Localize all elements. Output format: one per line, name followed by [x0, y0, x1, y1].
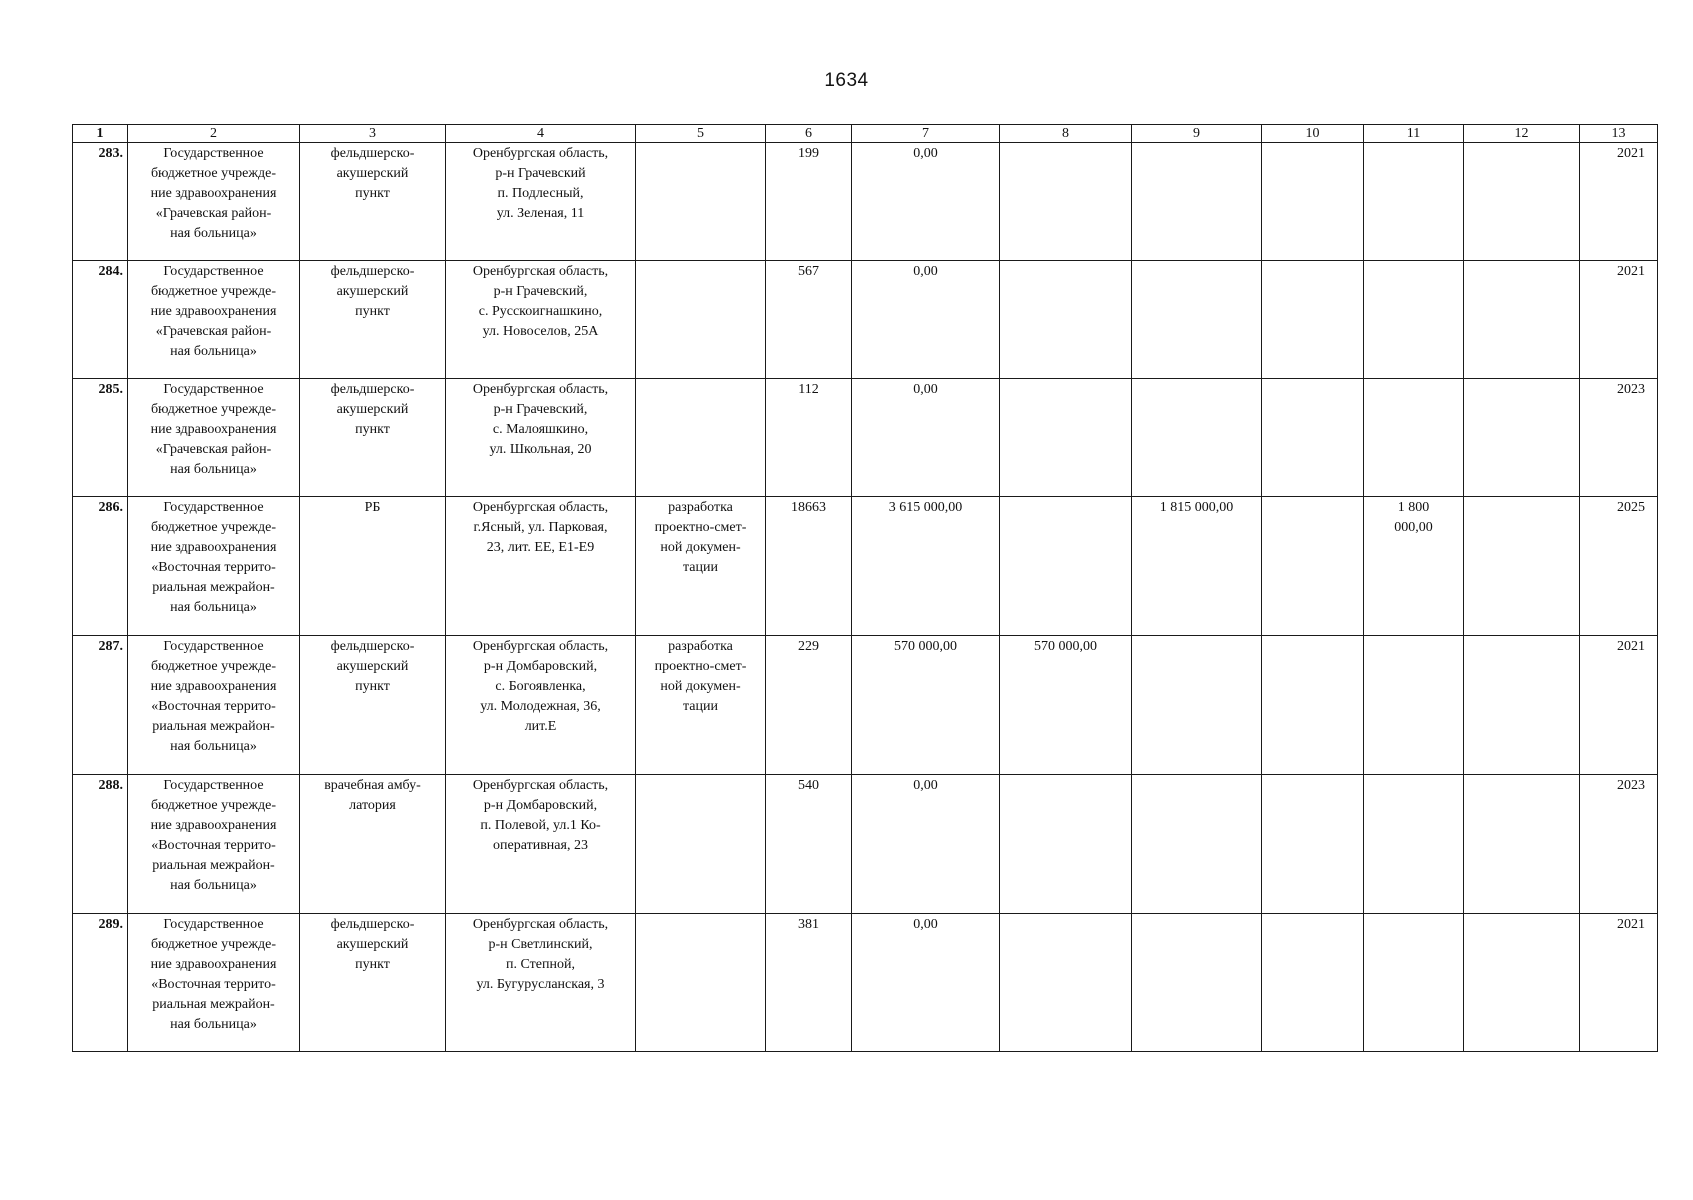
column-header: 4 — [446, 125, 636, 143]
total-cost-cell: 0,00 — [852, 379, 1000, 497]
column-header: 11 — [1364, 125, 1464, 143]
organization-cell: Государственное бюджетное учрежде- ние здравоохранения «Грачевская район- ная больница» — [128, 379, 300, 497]
cost-col12-cell — [1464, 379, 1580, 497]
work-type-cell — [636, 775, 766, 914]
total-cost-cell: 0,00 — [852, 914, 1000, 1052]
facility-type-cell: фельдшерско- акушерский пункт — [300, 261, 446, 379]
page-number: 1634 — [824, 70, 869, 91]
area-cell: 199 — [766, 143, 852, 261]
cost-col8-cell — [1000, 143, 1132, 261]
row-number: 285. — [73, 379, 128, 497]
address-cell: Оренбургская область, р-н Домбаровский, с. Богоявленка, ул. Молодежная, 36, лит.Е — [446, 636, 636, 775]
cost-col10-cell — [1262, 636, 1364, 775]
column-header: 10 — [1262, 125, 1364, 143]
organization-cell: Государственное бюджетное учрежде- ние здравоохранения «Восточная террито- риальная межрайон- ная больница» — [128, 775, 300, 914]
row-number: 283. — [73, 143, 128, 261]
address-cell: Оренбургская область, р-н Грачевский, с. Малояшкино, ул. Школьная, 20 — [446, 379, 636, 497]
table-row — [73, 379, 1658, 497]
cost-col12-cell — [1464, 914, 1580, 1052]
facility-type-cell: врачебная амбу- латория — [300, 775, 446, 914]
cost-col9-cell — [1132, 914, 1262, 1052]
year-cell: 2021 — [1580, 143, 1658, 261]
row-number: 288. — [73, 775, 128, 914]
column-header: 6 — [766, 125, 852, 143]
year-cell: 2023 — [1580, 379, 1658, 497]
work-type-cell — [636, 143, 766, 261]
cost-col10-cell — [1262, 261, 1364, 379]
column-header: 13 — [1580, 125, 1658, 143]
table-row — [73, 143, 1658, 261]
cost-col8-cell — [1000, 261, 1132, 379]
total-cost-cell: 0,00 — [852, 261, 1000, 379]
cost-col8-cell — [1000, 914, 1132, 1052]
cost-col12-cell — [1464, 636, 1580, 775]
cost-col8-cell — [1000, 775, 1132, 914]
cost-col10-cell — [1262, 497, 1364, 636]
row-number: 289. — [73, 914, 128, 1052]
area-cell: 229 — [766, 636, 852, 775]
facility-type-cell: РБ — [300, 497, 446, 636]
cost-col11-cell — [1364, 261, 1464, 379]
cost-col8-cell — [1000, 379, 1132, 497]
facility-type-cell: фельдшерско- акушерский пункт — [300, 914, 446, 1052]
column-header: 5 — [636, 125, 766, 143]
data-table — [72, 124, 1658, 1052]
row-number: 284. — [73, 261, 128, 379]
cost-col9-cell: 1 815 000,00 — [1132, 497, 1262, 636]
facility-type-cell: фельдшерско- акушерский пункт — [300, 636, 446, 775]
table-row — [73, 914, 1658, 1052]
work-type-cell: разработка проектно-смет- ной докумен- тации — [636, 497, 766, 636]
work-type-cell: разработка проектно-смет- ной докумен- тации — [636, 636, 766, 775]
work-type-cell — [636, 379, 766, 497]
cost-col9-cell — [1132, 261, 1262, 379]
address-cell: Оренбургская область, р-н Грачевский, с. Русскоигнашкино, ул. Новоселов, 25А — [446, 261, 636, 379]
work-type-cell — [636, 261, 766, 379]
address-cell: Оренбургская область, г.Ясный, ул. Парковая, 23, лит. ЕЕ, Е1-Е9 — [446, 497, 636, 636]
cost-col10-cell — [1262, 914, 1364, 1052]
cost-col9-cell — [1132, 379, 1262, 497]
cost-col10-cell — [1262, 379, 1364, 497]
column-header: 2 — [128, 125, 300, 143]
total-cost-cell: 3 615 000,00 — [852, 497, 1000, 636]
organization-cell: Государственное бюджетное учрежде- ние здравоохранения «Восточная террито- риальная межрайон- ная больница» — [128, 914, 300, 1052]
cost-col11-cell — [1364, 775, 1464, 914]
year-cell: 2021 — [1580, 914, 1658, 1052]
cost-col11-cell — [1364, 379, 1464, 497]
column-header: 12 — [1464, 125, 1580, 143]
cost-col9-cell — [1132, 775, 1262, 914]
work-type-cell — [636, 914, 766, 1052]
cost-col8-cell — [1000, 497, 1132, 636]
table-row — [73, 497, 1658, 636]
organization-cell: Государственное бюджетное учрежде- ние здравоохранения «Восточная террито- риальная межрайон- ная больница» — [128, 636, 300, 775]
area-cell: 540 — [766, 775, 852, 914]
cost-col11-cell — [1364, 914, 1464, 1052]
facility-type-cell: фельдшерско- акушерский пункт — [300, 379, 446, 497]
row-number: 286. — [73, 497, 128, 636]
cost-col12-cell — [1464, 775, 1580, 914]
total-cost-cell: 0,00 — [852, 143, 1000, 261]
column-header: 3 — [300, 125, 446, 143]
column-header: 7 — [852, 125, 1000, 143]
cost-col11-cell: 1 800 000,00 — [1364, 497, 1464, 636]
row-number: 287. — [73, 636, 128, 775]
address-cell: Оренбургская область, р-н Светлинский, п. Степной, ул. Бугурусланская, 3 — [446, 914, 636, 1052]
year-cell: 2021 — [1580, 636, 1658, 775]
organization-cell: Государственное бюджетное учрежде- ние здравоохранения «Восточная террито- риальная межрайон- ная больница» — [128, 497, 300, 636]
cost-col11-cell — [1364, 143, 1464, 261]
column-header: 9 — [1132, 125, 1262, 143]
table-row — [73, 636, 1658, 775]
address-cell: Оренбургская область, р-н Грачевский п. Подлесный, ул. Зеленая, 11 — [446, 143, 636, 261]
area-cell: 18663 — [766, 497, 852, 636]
column-number-row — [73, 125, 1658, 143]
year-cell: 2025 — [1580, 497, 1658, 636]
organization-cell: Государственное бюджетное учрежде- ние здравоохранения «Грачевская район- ная больница» — [128, 143, 300, 261]
total-cost-cell: 0,00 — [852, 775, 1000, 914]
cost-col9-cell — [1132, 636, 1262, 775]
address-cell: Оренбургская область, р-н Домбаровский, п. Полевой, ул.1 Ко- оперативная, 23 — [446, 775, 636, 914]
cost-col8-cell: 570 000,00 — [1000, 636, 1132, 775]
table-row — [73, 775, 1658, 914]
organization-cell: Государственное бюджетное учрежде- ние здравоохранения «Грачевская район- ная больница» — [128, 261, 300, 379]
cost-col9-cell — [1132, 143, 1262, 261]
cost-col10-cell — [1262, 775, 1364, 914]
table-row — [73, 261, 1658, 379]
year-cell: 2021 — [1580, 261, 1658, 379]
year-cell: 2023 — [1580, 775, 1658, 914]
total-cost-cell: 570 000,00 — [852, 636, 1000, 775]
cost-col12-cell — [1464, 497, 1580, 636]
column-header: 8 — [1000, 125, 1132, 143]
facility-type-cell: фельдшерско- акушерский пункт — [300, 143, 446, 261]
cost-col10-cell — [1262, 143, 1364, 261]
cost-col12-cell — [1464, 143, 1580, 261]
cost-col12-cell — [1464, 261, 1580, 379]
column-header: 1 — [73, 125, 128, 143]
cost-col11-cell — [1364, 636, 1464, 775]
area-cell: 112 — [766, 379, 852, 497]
area-cell: 567 — [766, 261, 852, 379]
area-cell: 381 — [766, 914, 852, 1052]
